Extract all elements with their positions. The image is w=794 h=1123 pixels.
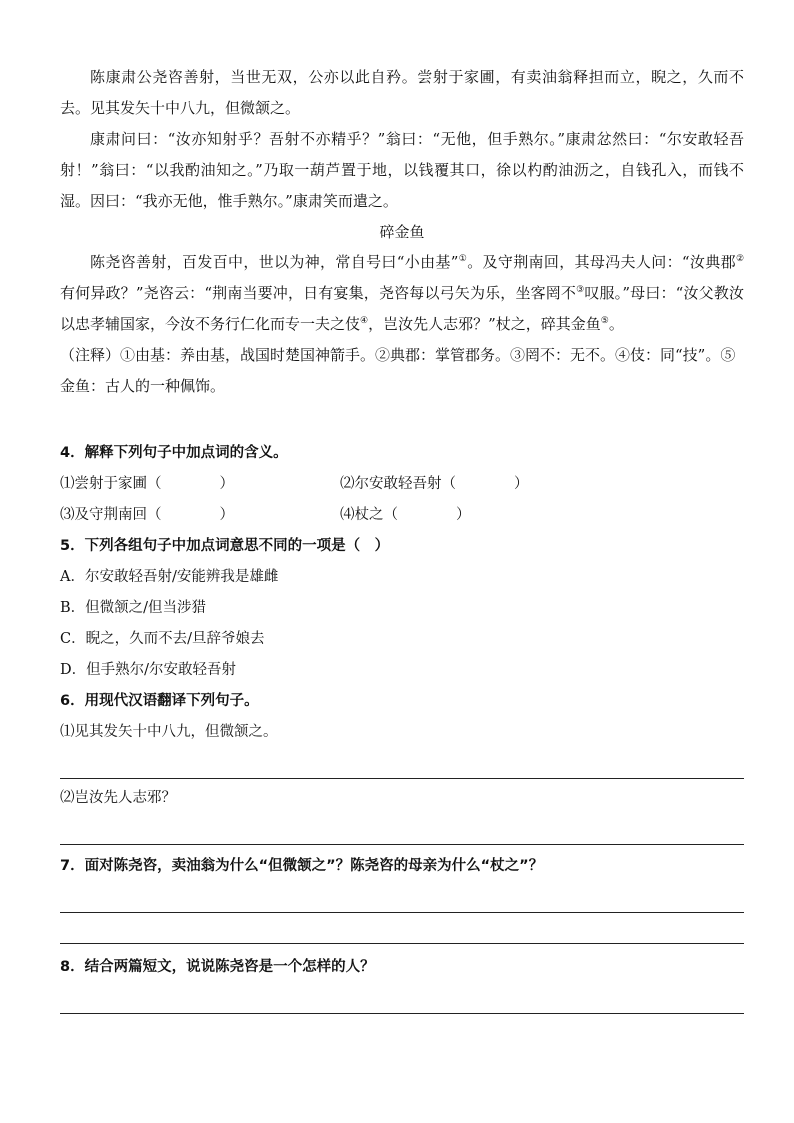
answer-line-6-2[interactable] xyxy=(60,814,744,845)
annotation-notes: （注释）①由基：养由基，战国时楚国神箭手。②典郡：掌管郡务。③罔不：无不。④伎：同“技”。⑤金鱼：古人的一种佩饰。 xyxy=(60,346,736,395)
passage2-text-e: ，岂汝先人志邪？”杖之，碎其金鱼 xyxy=(368,315,601,333)
question-4-item-1[interactable]: ⑴尝射于家圃（ ） xyxy=(60,476,234,492)
footnote-marker-3: ③ xyxy=(576,285,585,295)
question-8-title: 8．结合两篇短文，说说陈尧咨是一个怎样的人？ xyxy=(60,959,375,975)
question-5-option-c[interactable]: C．睨之，久而不去/旦辞爷娘去 xyxy=(60,631,265,647)
question-4-item-2[interactable]: ⑵尔安敢轻吾射（ ） xyxy=(340,476,529,492)
worksheet-page xyxy=(60,62,744,1014)
question-4-title: 4．解释下列句子中加点词的含义。 xyxy=(60,445,288,461)
question-5-option-a[interactable]: A．尔安敢轻吾射/安能辨我是雄雌 xyxy=(60,569,279,585)
question-4-row-1 xyxy=(60,469,744,500)
passage1-paragraph1: 陈康肃公尧咨善射，当世无双，公亦以此自矜。尝射于家圃，有卖油翁释担而立，睨之，久而不去。见其发矢十中八九，但微颔之。 xyxy=(60,68,744,117)
passage2-text-b: 。及守荆南回，其母冯夫人问：“汝典郡 xyxy=(467,253,736,271)
footnote-marker-1: ① xyxy=(458,254,468,264)
question-6-sentence-2: ⑵岂汝先人志邪？ xyxy=(60,790,176,806)
passage2-paragraph xyxy=(60,247,744,340)
passage2-title: 碎金鱼 xyxy=(379,223,425,241)
passage2-text-a: 陈尧咨善射，百发百中，世以为神，常自号曰“小由基” xyxy=(90,253,459,271)
footnote-marker-5: ⑤ xyxy=(600,316,609,326)
question-4-row-2 xyxy=(60,500,744,531)
answer-line-7-2[interactable] xyxy=(60,913,744,944)
question-4-item-4[interactable]: ⑷杖之（ ） xyxy=(340,507,471,523)
footnote-marker-4: ④ xyxy=(360,316,369,326)
question-7-title: 7．面对陈尧咨，卖油翁为什么“但微颔之”？陈尧咨的母亲为什么“杖之”？ xyxy=(60,858,544,874)
answer-line-8-1[interactable] xyxy=(60,983,744,1014)
question-4-item-3[interactable]: ⑶及守荆南回（ ） xyxy=(60,507,234,523)
answer-line-6-1[interactable] xyxy=(60,748,744,779)
question-5-option-d[interactable]: D．但手熟尔/尔安敢轻吾射 xyxy=(60,662,237,678)
passage2-text-f: 。 xyxy=(608,315,624,333)
question-6-title: 6．用现代汉语翻译下列句子。 xyxy=(60,693,259,709)
question-5-option-b[interactable]: B．但微颔之/但当涉猎 xyxy=(60,600,207,616)
passage2-text-c: 有何异政？”尧咨云：“荆南当要冲，日有宴集，尧咨每以弓矢为乐，坐客罔不 xyxy=(60,284,577,302)
question-6-sentence-1: ⑴见其发矢十中八九，但微颔之。 xyxy=(60,724,278,740)
question-5-title: 5．下列各组句子中加点词意思不同的一项是（ ） xyxy=(60,538,390,554)
footnote-marker-2: ② xyxy=(735,254,745,264)
passage1-paragraph2: 康肃问曰：“汝亦知射乎？吾射不亦精乎？”翁曰：“无他，但手熟尔。”康肃忿然曰：“尔安敢轻吾射！”翁曰：“以我酌油知之。”乃取一葫芦置于地，以钱覆其口，徐以杓酌油沥之，自钱孔入，而钱不湿。因曰：“我亦无他，惟手熟尔。”康肃笑而遣之。 xyxy=(60,130,744,210)
answer-line-7-1[interactable] xyxy=(60,882,744,913)
passage2-text-d: 叹服。”母曰：“汝父教汝以忠孝辅国家，今汝不务行仁化而专一夫之伎 xyxy=(60,284,744,333)
